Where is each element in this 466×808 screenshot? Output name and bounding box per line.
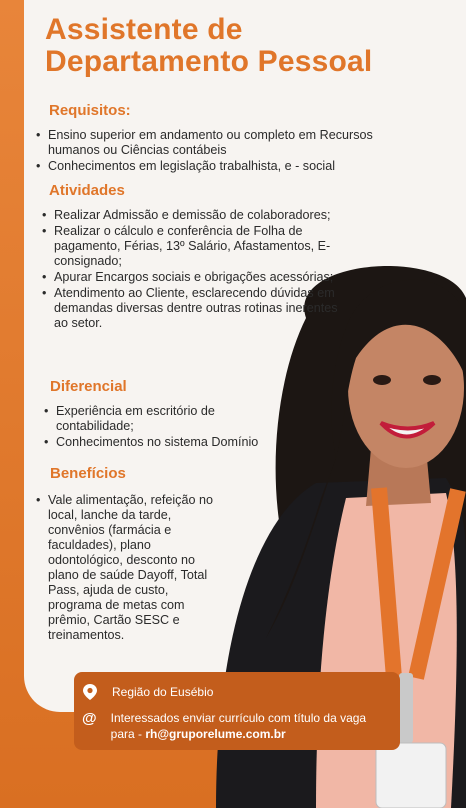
atividades-list — [40, 208, 340, 332]
location-row — [82, 684, 213, 700]
diferencial-list — [42, 404, 292, 451]
list-item: • Experiência em escritório de contabilidade; — [42, 404, 292, 434]
list-item: • Realizar o cálculo e conferência de Folha de pagamento, Férias, 13º Salário, Afastamentos, E-consignado; — [40, 224, 340, 269]
list-item: • Realizar Admissão e demissão de colaboradores; — [40, 208, 340, 223]
requisitos-heading: Requisitos: — [49, 102, 131, 119]
email-text — [111, 710, 392, 742]
list-item: • Vale alimentação, refeição no local, lanche da tarde, convênios (farmácia e faculdades), plano odontológico, desconto no plano de saúde Dayoff, Total Pass, ajuda de custo, programa de metas com prêmio, Cartão SESC e treinamentos. — [34, 493, 214, 643]
location-pin-icon — [82, 684, 98, 700]
email-link[interactable]: rh@gruporelume.com.br — [145, 727, 286, 741]
list-item: • Conhecimentos no sistema Domínio — [42, 435, 292, 450]
email-row — [82, 710, 392, 742]
list-item: • Apurar Encargos sociais e obrigações acessórias; — [40, 270, 340, 285]
beneficios-heading: Benefícios — [50, 465, 126, 482]
list-item: • Conhecimentos em legislação trabalhista, e - social — [34, 159, 419, 174]
requisitos-list — [34, 128, 419, 175]
email-prefix: Interessados enviar currículo com título da vaga para - — [110, 711, 367, 741]
atividades-heading: Atividades — [49, 182, 125, 199]
contact-box — [74, 672, 400, 750]
diferencial-heading: Diferencial — [50, 378, 127, 395]
at-sign-icon: @ — [82, 709, 97, 727]
title-line-1: Assistente de — [45, 13, 243, 46]
beneficios-list — [34, 493, 214, 644]
location-text: Região do Eusébio — [112, 685, 214, 699]
title-line-2: Departamento Pessoal — [45, 45, 373, 78]
page-title — [45, 14, 455, 78]
list-item: • Atendimento ao Cliente, esclarecendo dúvidas em demandas diversas dentre outras rotinas inerentes ao setor. — [40, 286, 340, 331]
list-item: • Ensino superior em andamento ou completo em Recursos humanos ou Ciências contábeis — [34, 128, 419, 158]
